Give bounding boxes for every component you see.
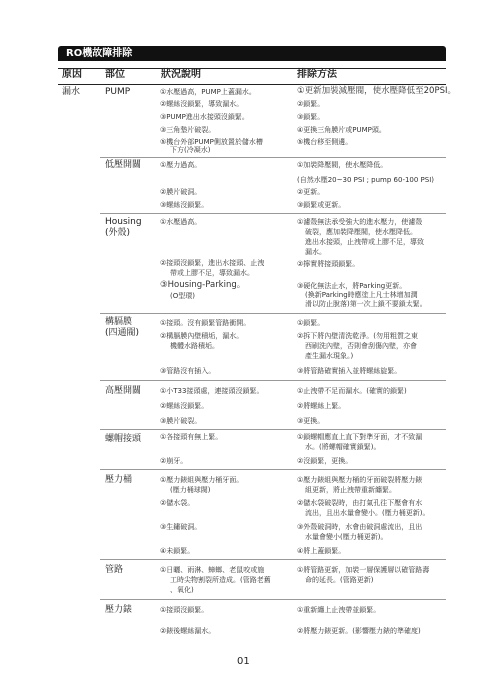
low-switch-symptom-2: ②膜片破洞。 bbox=[160, 188, 202, 196]
tank-symptom-1a: ①壓力錶組與壓力桶牙面。 bbox=[160, 476, 244, 484]
pump-symptom-5b: 下方(冷凝水) bbox=[170, 146, 211, 154]
header-part: 部位 bbox=[105, 69, 125, 80]
tank-symptom-2: ②儲水袋。 bbox=[160, 499, 195, 507]
low-switch-symptom-1: ①壓力過高。 bbox=[160, 161, 202, 169]
header-top-rule bbox=[58, 68, 446, 69]
part-pump: PUMP bbox=[105, 87, 131, 97]
gauge-solution-1: ①重新纏上止洩帶並鎖緊。 bbox=[297, 606, 381, 614]
housing-solution-1d: 漏水。 bbox=[305, 248, 326, 256]
high-switch-symptom-2: ②螺絲沒鎖緊。 bbox=[160, 402, 209, 410]
part-high-pressure-switch: 高壓開關 bbox=[105, 386, 142, 396]
housing-symptom-3a: ③Housing-Parking。 bbox=[160, 280, 246, 290]
tank-symptom-4: ④未鎖緊。 bbox=[160, 547, 195, 555]
membrane-symptom-1: ①接頭。沒有鎖緊管路衝開。 bbox=[160, 319, 251, 327]
separator bbox=[100, 157, 446, 158]
housing-solution-1a: ①濾殼無法承受強大的進水壓力，使濾殼 bbox=[297, 218, 423, 226]
membrane-symptom-3: ③管路沒有插入。 bbox=[160, 367, 216, 375]
pipe-solution-1b: 命的延長。(管路更新) bbox=[305, 576, 374, 584]
pump-symptom-1: ①水壓過高，PUMP上蓋漏水。 bbox=[160, 88, 256, 96]
tank-solution-3a: ③外殼破洞時，水會由破洞處流出，且出 bbox=[297, 523, 423, 531]
tank-symptom-3: ③生鏽破洞。 bbox=[160, 523, 202, 531]
housing-symptom-2b: 帶或上膠不足，導致漏水。 bbox=[170, 269, 254, 277]
gauge-solution-2: ②將壓力錶更新。(影響壓力錶的準確度) bbox=[297, 627, 421, 635]
pump-symptom-4: ③三角墊片破裂。 bbox=[160, 126, 216, 134]
pump-solution-5: ⑤機台移至側邊。 bbox=[297, 138, 353, 146]
separator bbox=[100, 559, 446, 560]
membrane-solution-2c: 產生漏水現象。) bbox=[305, 352, 354, 360]
pipe-symptom-1c: 、氧化) bbox=[170, 586, 194, 594]
low-switch-solution-3: ③鎖緊或更新。 bbox=[297, 201, 346, 209]
pipe-symptom-1b: 工時尖物割裂所造成。(管路老舊 bbox=[170, 576, 271, 584]
housing-solution-3b: (換新Parking時應塗上凡士林增加潤 bbox=[305, 291, 418, 299]
high-switch-solution-1: ①止洩帶不足而漏水。(確實的鎖緊) bbox=[297, 387, 407, 395]
part-membrane-sub: (四通閥) bbox=[105, 328, 140, 338]
membrane-solution-3: ③將管路確實插入並將螺絲旋緊。 bbox=[297, 367, 402, 375]
housing-symptom-1: ①水壓過高。 bbox=[160, 218, 202, 226]
pump-solution-4: ④更換三角膜片或PUMP頭。 bbox=[297, 126, 386, 134]
membrane-symptom-2a: ②構膈膜內壁積垢，漏水。 bbox=[160, 332, 244, 340]
housing-solution-3a: ③硬化無法止水，將Parking更新。 bbox=[297, 282, 407, 290]
gauge-symptom-1: ①接頭沒鎖緊。 bbox=[160, 606, 209, 614]
separator bbox=[100, 599, 446, 600]
separator bbox=[100, 380, 446, 381]
tank-solution-2a: ②儲水袋破裂時，由打氣孔往下壓會有水 bbox=[297, 499, 423, 507]
pump-solution-2: ②鎖緊。 bbox=[297, 100, 325, 108]
housing-solution-3c: 滑以防止脫落)第一次上鎖不要鎖太緊。 bbox=[305, 300, 427, 308]
separator bbox=[100, 213, 446, 214]
housing-symptom-2a: ②接頭沒鎖緊，進出水接頭、止洩 bbox=[160, 259, 265, 267]
pump-symptom-3: ③PUMP進出水接頭沒鎖緊。 bbox=[160, 113, 249, 121]
pipe-symptom-1a: ①日曬、雨淋、蟑螂、老鼠咬或施 bbox=[160, 566, 265, 574]
cause-leak: 漏水 bbox=[62, 87, 81, 97]
part-pressure-tank: 壓力桶 bbox=[105, 475, 133, 485]
high-switch-symptom-1: ①小T33接頭處，連接頭沒鎖緊。 bbox=[160, 387, 264, 395]
housing-symptom-3b: (O型環) bbox=[170, 292, 195, 300]
separator bbox=[100, 469, 446, 470]
low-switch-solution-1b: (自然水壓20~30 PSI ; pump 60-100 PSI) bbox=[297, 176, 435, 184]
part-screw-joint: 螺帽接頭 bbox=[105, 434, 142, 444]
separator bbox=[100, 313, 446, 314]
pipe-solution-1a: ①將管路更新，加裝一層保護層以確管路壽 bbox=[297, 566, 430, 574]
low-switch-solution-1: ①加裝降壓閥，使水壓降低。 bbox=[297, 161, 388, 169]
part-pressure-gauge: 壓力錶 bbox=[105, 605, 133, 615]
tank-solution-4: ④將上蓋鎖緊。 bbox=[297, 547, 346, 555]
tank-solution-1b: 組更新，將止洩帶重新纏緊。 bbox=[305, 486, 396, 494]
header-solution: 排除方法 bbox=[297, 69, 337, 80]
tank-solution-3b: 水量會變小(壓力桶更新)。 bbox=[305, 533, 388, 541]
pump-symptom-5a: ⑤機台外部PUMP側放置於儲水槽 bbox=[160, 138, 263, 146]
section-title: RO機故障排除 bbox=[66, 48, 133, 59]
header-symptom: 狀況說明 bbox=[161, 69, 201, 80]
screw-symptom-1: ①各接頭有無上緊。 bbox=[160, 433, 223, 441]
tank-solution-1a: ①壓力錶組與壓力桶的牙面破裂將壓力錶 bbox=[297, 476, 423, 484]
high-switch-solution-2: ②將螺絲上緊。 bbox=[297, 402, 346, 410]
header-cause: 原因 bbox=[62, 69, 82, 80]
low-switch-symptom-3: ③螺絲沒鎖緊。 bbox=[160, 201, 209, 209]
page-number: 01 bbox=[237, 656, 250, 667]
part-pipe: 管路 bbox=[105, 565, 124, 575]
separator bbox=[100, 429, 446, 430]
low-switch-solution-2: ②更新。 bbox=[297, 188, 325, 196]
membrane-solution-2b: 西刷洗內壁，否則會刮傷內壁，亦會 bbox=[305, 342, 417, 350]
tank-solution-2b: 流出，且出水量會變小。(壓力桶更新)。 bbox=[305, 509, 430, 517]
section-title-bar bbox=[58, 46, 446, 61]
part-membrane: 構膈膜 bbox=[105, 317, 133, 327]
pump-symptom-2: ②螺絲沒鎖緊，導致漏水。 bbox=[160, 100, 244, 108]
membrane-solution-2a: ②拆下將內壁清洗乾淨。(勿用粗質之東 bbox=[297, 332, 419, 340]
screw-symptom-2: ②崩牙。 bbox=[160, 457, 188, 465]
high-switch-solution-3: ③更換。 bbox=[297, 417, 325, 425]
high-switch-symptom-3: ③膜片破裂。 bbox=[160, 417, 202, 425]
tank-symptom-1b: (壓力桶球閥) bbox=[170, 486, 211, 494]
part-housing-sub: (外殼) bbox=[105, 228, 131, 238]
screw-solution-1a: ①鎖螺帽應直上直下對準牙面，才不致漏 bbox=[297, 433, 423, 441]
pump-solution-1: ①更新加裝減壓閥，使水壓降低至20PSI。 bbox=[297, 86, 456, 96]
pump-solution-3: ③鎖緊。 bbox=[297, 113, 325, 121]
housing-solution-2: ②擰實將接頭鎖緊。 bbox=[297, 260, 360, 268]
housing-solution-1b: 破裂，應加裝降壓閥，使水壓降低。 bbox=[305, 228, 417, 236]
part-housing: Housing bbox=[105, 217, 142, 227]
gauge-symptom-2: ②錶後螺絲漏水。 bbox=[160, 627, 216, 635]
screw-solution-1b: 水。(將螺帽確實鎖緊)。 bbox=[305, 443, 381, 451]
header-bottom-rule bbox=[58, 84, 446, 85]
membrane-symptom-2b: 機體水路積垢。 bbox=[170, 342, 219, 350]
screw-solution-2: ②沒鎖緊，更換。 bbox=[297, 457, 353, 465]
housing-solution-1c: 進出水接頭，止洩帶或上膠不足，導致 bbox=[305, 238, 424, 246]
part-low-pressure-switch: 低壓開關 bbox=[105, 160, 142, 170]
membrane-solution-1: ①鎖緊。 bbox=[297, 319, 325, 327]
